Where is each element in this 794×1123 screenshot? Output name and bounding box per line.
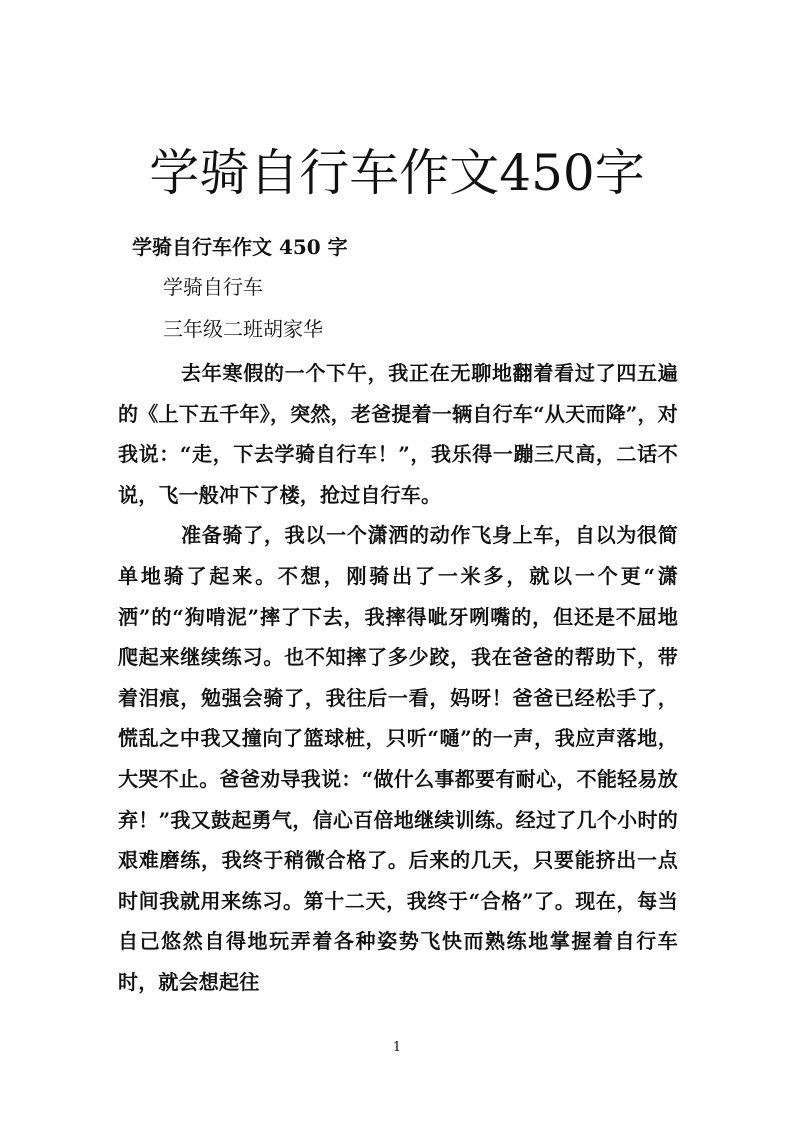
essay-topic: 学骑自行车 [163, 275, 263, 299]
paragraph: 准备骑了，我以一个潇洒的动作飞身上车，自以为很简单地骑了起来。不想，刚骑出了一米多，就以一个更“潇洒”的“狗啃泥”摔了下去，我摔得呲牙咧嘴的，但还是不屈地爬起来继续练习。也不知摔了多少跤，我在爸爸的帮助下，带着泪痕，勉强会骑了，我往后一看，妈呀！爸爸已经松手了，慌乱之中我又撞向了篮球桩，只听“嗵”的一声，我应声落地，大哭不止。爸爸劝导我说：“做什么事都要有耐心，不能轻易放弃！”我又鼓起勇气，信心百倍地继续训练。经过了几个小时的艰难磨练，我终于稍微合格了。后来的几天，只要能挤出一点时间我就用来练习。第十二天，我终于“合格”了。现在，每当自己悠然自得地玩弄着各种姿势飞快而熟练地掌握着自行车时，就会想起往 [118, 523, 678, 994]
paragraph: 去年寒假的一个下午，我正在无聊地翻着看过了四五遍的《上下五千年》，突然，老爸提着一辆自行车“从天而降”，对我说：“走，下去学骑自行车！”，我乐得一蹦三尺高，二话不说，飞一般冲下了楼，抢过自行车。 [118, 361, 678, 507]
document-subtitle: 学骑自行车作文 450 字 [132, 235, 348, 259]
author-line: 三年级二班胡家华 [163, 317, 323, 341]
essay-body [118, 353, 678, 1003]
document-title: 学骑自行车作文450字 [149, 144, 645, 202]
page-number: 1 [392, 1040, 402, 1055]
